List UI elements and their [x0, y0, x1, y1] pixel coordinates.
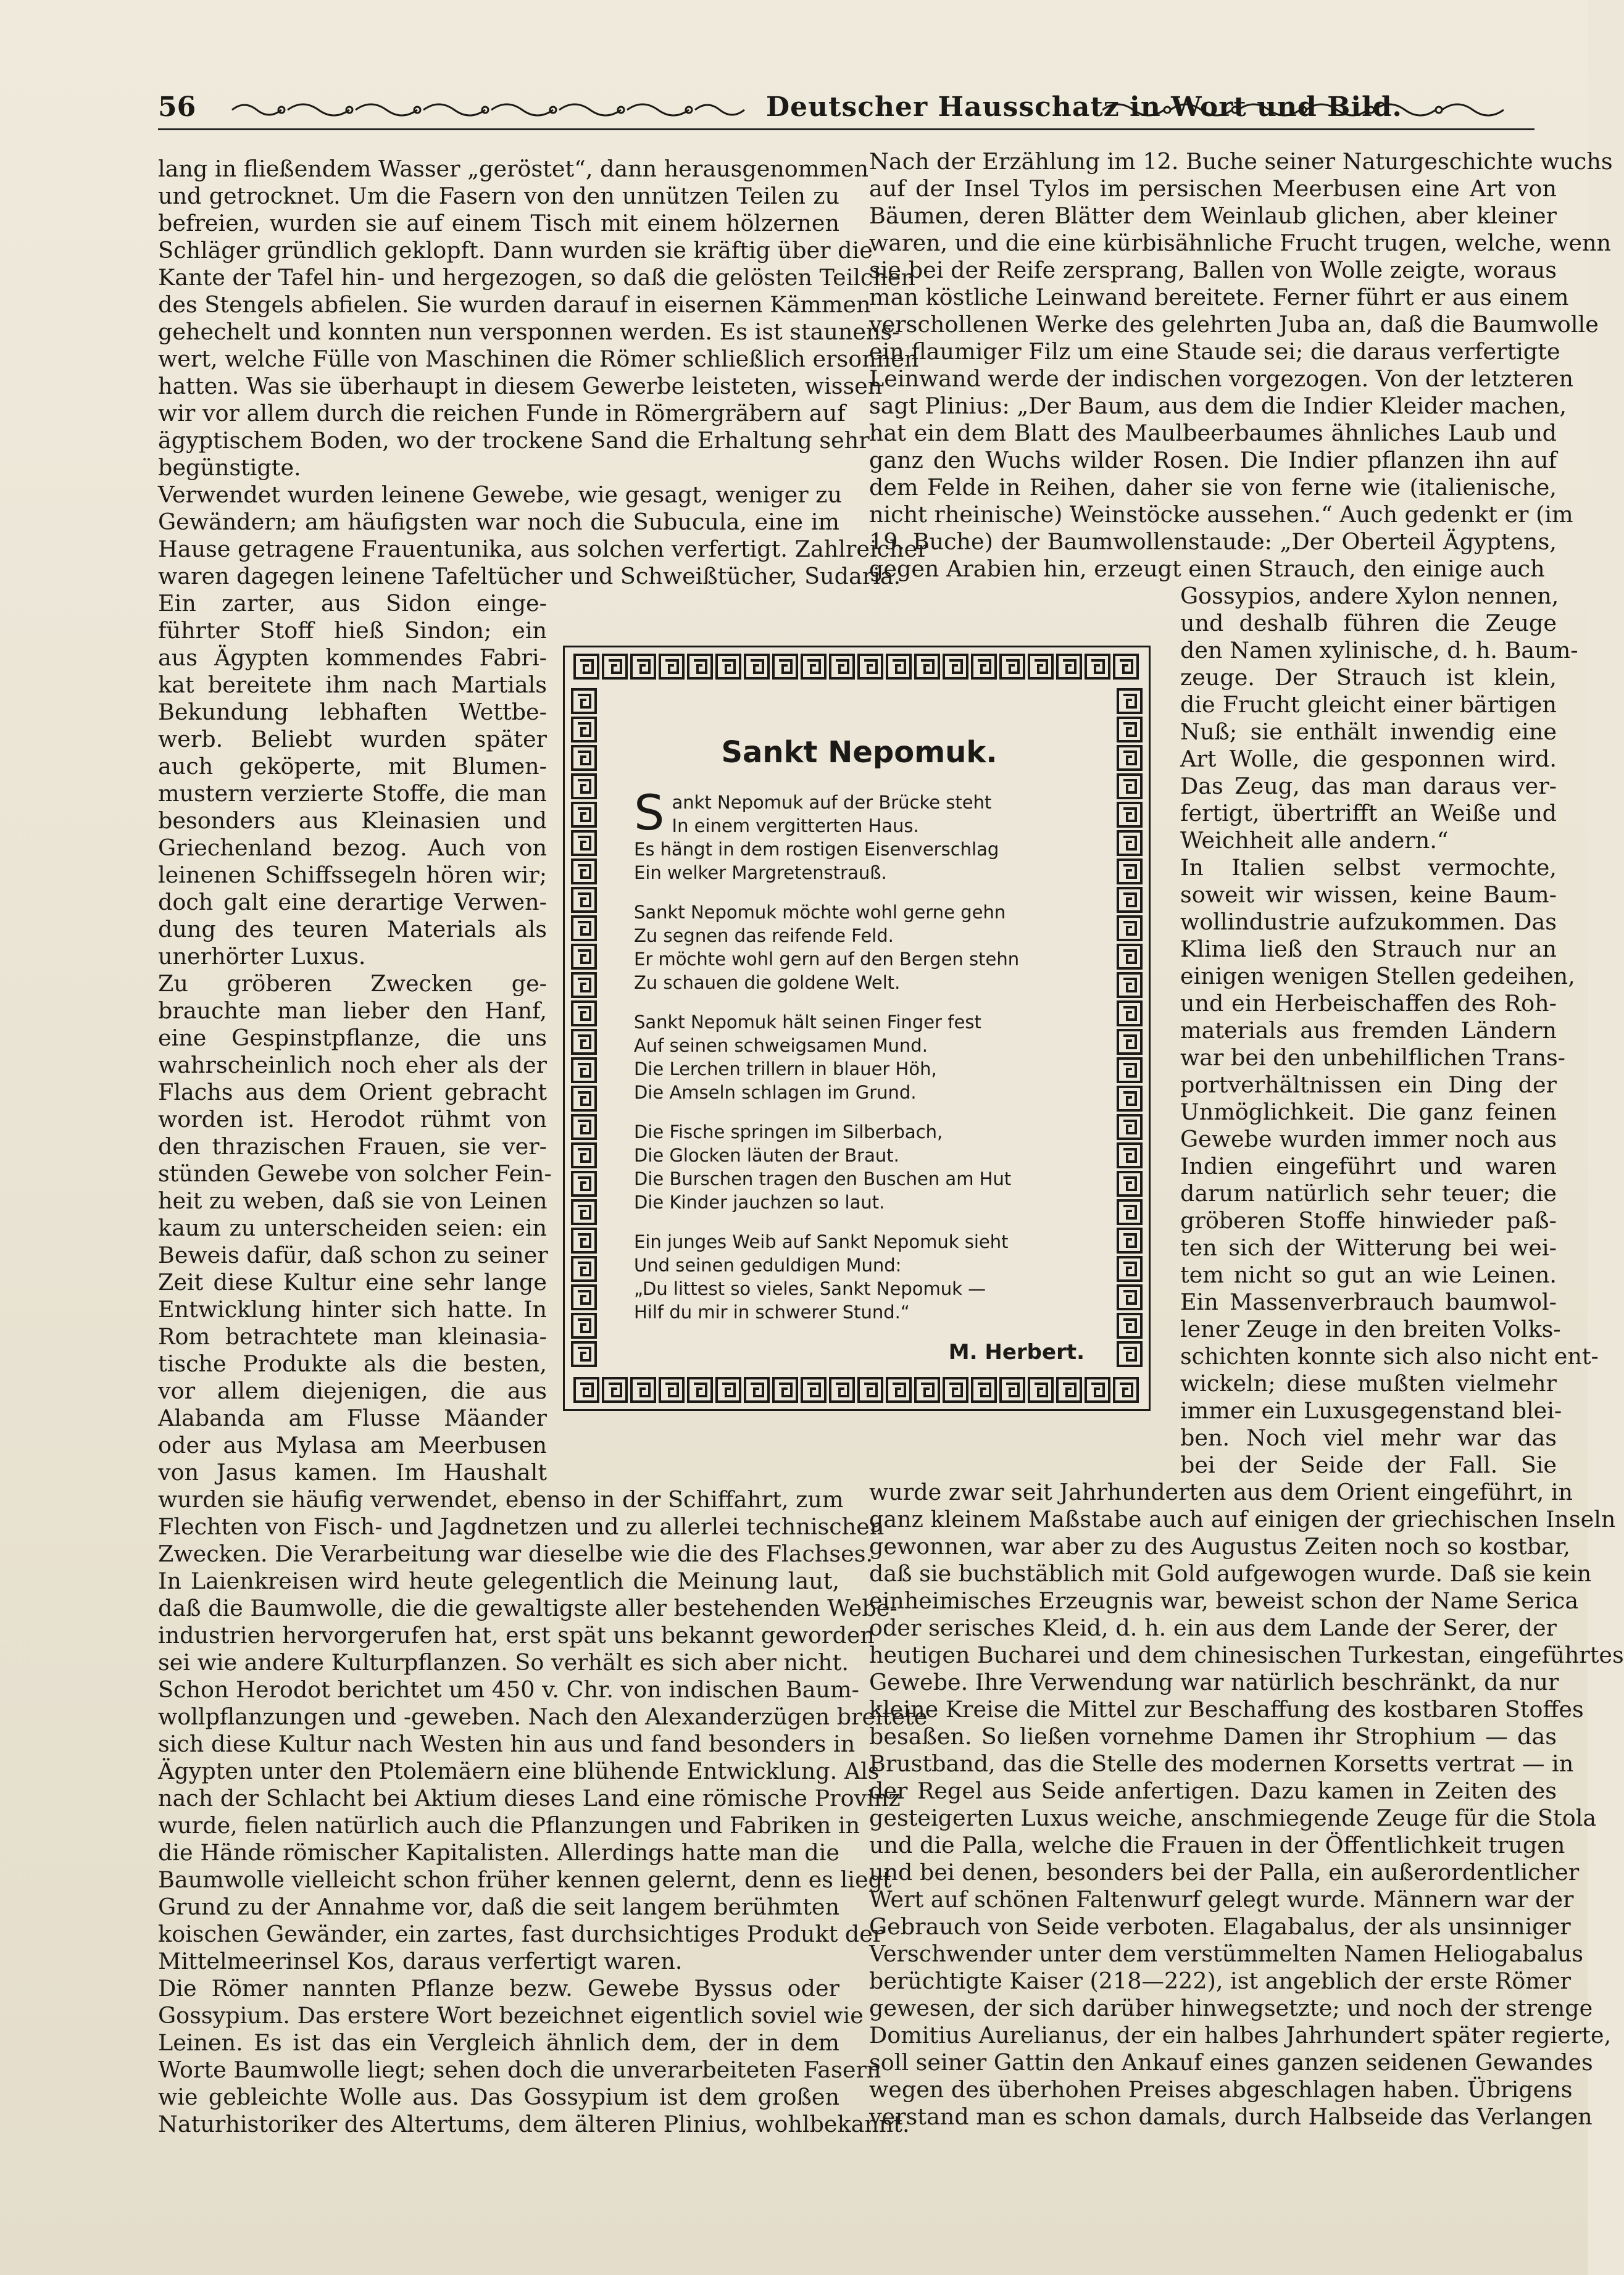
text-line: Das Zeug, das man daraus ver-: [1180, 773, 1557, 799]
text-line: Griechenland bezog. Auch von: [158, 834, 547, 861]
text-line: Brustband, das die Stelle des modernen Korsetts vertrat — in: [869, 1750, 1574, 1777]
text-line: eine Gespinstpflanze, die uns: [158, 1025, 547, 1051]
left-column-narrow: [158, 590, 552, 1486]
text-line: nicht rheinische) Weinstöcke aussehen.“ Auch gedenkt er (im: [869, 501, 1573, 528]
poem-line: Die Lerchen trillern in blauer Höh,: [634, 1058, 937, 1079]
text-line: Rom betrachtete man kleinasia-: [158, 1323, 547, 1350]
text-line: Klima ließ den Strauch nur an: [1180, 936, 1557, 962]
text-line: einheimisches Erzeugnis war, beweist schon der Name Serica: [869, 1587, 1579, 1614]
poem-line: Ein welker Margretenstrauß.: [634, 862, 887, 883]
text-line: materials aus fremden Ländern: [1180, 1017, 1557, 1044]
text-line: In Italien selbst vermochte,: [1180, 854, 1557, 881]
poem-stanza: [634, 1120, 1085, 1214]
text-line: fertigt, übertrifft an Weiße und: [1180, 800, 1557, 826]
text-line: und ein Herbeischaffen des Roh-: [1180, 990, 1557, 1017]
text-line: wollindustrie aufzukommen. Das: [1180, 909, 1557, 935]
text-line: Zwecken. Die Verarbeitung war dieselbe wie die des Flachses.: [158, 1541, 873, 1567]
poem-line: Sankt Nepomuk möchte wohl gerne gehn: [634, 902, 1006, 923]
text-line: soll seiner Gattin den Ankauf eines ganzen seidenen Gewandes: [869, 2049, 1593, 2076]
text-line: industrien hervorgerufen hat, erst spät uns bekannt geworden: [158, 1622, 875, 1649]
text-line: wir vor allem durch die reichen Funde in Römergräbern auf: [158, 400, 846, 426]
text-line: portverhältnissen ein Ding der: [1180, 1071, 1557, 1098]
text-line: besaßen. So ließen vornehme Damen ihr Strophium — das: [869, 1723, 1557, 1750]
text-line: Zeit diese Kultur eine sehr lange: [158, 1269, 547, 1296]
text-line: gegen Arabien hin, erzeugt einen Strauch, den einige auch: [869, 555, 1545, 582]
text-line: auf der Insel Tylos im persischen Meerbusen eine Art von: [869, 175, 1557, 202]
header-ornament-left-icon: [226, 98, 751, 122]
text-line: Gossypium. Das erstere Wort bezeichnet eigentlich soviel wie: [158, 2002, 864, 2029]
text-line: führter Stoff hieß Sindon; ein: [158, 617, 547, 644]
text-line: Flachs aus dem Orient gebracht: [158, 1079, 547, 1105]
text-line: war bei den unbehilflichen Trans-: [1180, 1044, 1566, 1071]
text-line: man köstliche Leinwand bereitete. Ferner führt er aus einem: [869, 284, 1569, 310]
text-line: waren dagegen leinene Tafeltücher und Schweißtücher, Sudaria.: [158, 563, 901, 589]
journal-title: Deutscher Hausschatz in Wort und Bild.: [766, 91, 1402, 123]
text-line: bei der Seide der Fall. Sie: [1180, 1452, 1557, 1478]
text-line: Schon Herodot berichtet um 450 v. Chr. von indischen Baum-: [158, 1676, 859, 1703]
text-line: ein flaumiger Filz um eine Staude sei; die daraus verfertigte: [869, 338, 1560, 365]
text-line: die Frucht gleicht einer bärtigen: [1180, 691, 1557, 718]
text-line: leinenen Schiffssegeln hören wir;: [158, 862, 547, 888]
text-line: sei wie andere Kulturpflanzen. So verhält es sich aber nicht.: [158, 1649, 849, 1676]
poem-line: Zu schauen die goldene Welt.: [634, 972, 901, 993]
text-line: Unmöglichkeit. Die ganz feinen: [1180, 1099, 1557, 1125]
poem-line: „Du littest so vieles, Sankt Nepomuk —: [634, 1278, 986, 1299]
poem-stanza: [634, 1230, 1085, 1324]
text-line: wie gebleichte Wolle aus. Das Gossypium ist dem großen: [158, 2084, 839, 2110]
text-line: kat bereitete ihm nach Martials: [158, 672, 547, 698]
text-line: wurde, fielen natürlich auch die Pflanzungen und Fabriken in: [158, 1812, 860, 1839]
poem-line: In einem vergitterten Haus.: [672, 815, 919, 836]
text-line: ganz kleinem Maßstabe auch auf einigen der griechischen Inseln: [869, 1506, 1616, 1533]
text-line: wegen des überhohen Preises abgeschlagen haben. Übrigens: [869, 2076, 1573, 2103]
text-line: den thrazischen Frauen, sie ver-: [158, 1133, 547, 1160]
text-line: hatten. Was sie überhaupt in diesem Gewerbe leisteten, wissen: [158, 373, 883, 399]
text-line: wurden sie häufig verwendet, ebenso in der Schiffahrt, zum: [158, 1486, 844, 1513]
text-line: Die Römer nannten Pflanze bezw. Gewebe Byssus oder: [158, 1975, 839, 2002]
text-line: tische Produkte als die besten,: [158, 1350, 547, 1377]
text-line: Gewebe wurden immer noch aus: [1180, 1126, 1557, 1152]
text-line: lener Zeuge in den breiten Volks-: [1180, 1316, 1561, 1342]
text-line: sich diese Kultur nach Westen hin aus und fand besonders in: [158, 1731, 856, 1757]
text-line: Leinen. Es ist das ein Vergleich ähnlich dem, der in dem: [158, 2029, 839, 2056]
text-line: zeuge. Der Strauch ist klein,: [1180, 664, 1557, 691]
text-line: der Regel aus Seide anfertigen. Dazu kamen in Zeiten des: [869, 1778, 1557, 1804]
text-line: und getrocknet. Um die Fasern von den unnützen Teilen zu: [158, 183, 839, 209]
text-line: doch galt eine derartige Verwen-: [158, 889, 547, 915]
text-line: gesteigerten Luxus weiche, anschmiegende Zeuge für die Stola: [869, 1805, 1597, 1831]
text-line: den Namen xylinische, d. h. Baum-: [1180, 637, 1578, 663]
text-line: berüchtigte Kaiser (218—222), ist angeblich der erste Römer: [869, 1968, 1572, 1994]
text-line: einigen wenigen Stellen gedeihen,: [1180, 963, 1575, 989]
text-line: werb. Beliebt wurden später: [158, 726, 547, 752]
text-line: soweit wir wissen, keine Baum-: [1180, 881, 1557, 908]
poem-stanza: [634, 1010, 1085, 1104]
text-line: Bekundung lebhaften Wettbe-: [158, 699, 547, 725]
poem-box: [563, 646, 1151, 1411]
text-line: darum natürlich sehr teuer; die: [1180, 1180, 1557, 1207]
right-column-narrow: [1180, 583, 1599, 1479]
text-line: vor allem diejenigen, die aus: [158, 1378, 547, 1404]
text-line: gröberen Stoffe hinwieder paß-: [1180, 1207, 1557, 1234]
poem-line: Die Fische springen im Silberbach,: [634, 1121, 943, 1142]
text-line: schichten konnte sich also nicht ent-: [1180, 1343, 1599, 1370]
text-line: tem nicht so gut an wie Leinen.: [1180, 1262, 1557, 1288]
text-line: Alabanda am Flusse Mäander: [158, 1405, 547, 1431]
poem-line: Die Amseln schlagen im Grund.: [634, 1082, 917, 1103]
text-line: Gossypios, andere Xylon nennen,: [1180, 583, 1559, 609]
text-line: ben. Noch viel mehr war das: [1180, 1424, 1557, 1451]
text-line: brauchte man lieber den Hanf,: [158, 997, 547, 1024]
text-line: Entwicklung hinter sich hatte. In: [158, 1296, 547, 1323]
text-line: mustern verzierte Stoffe, die man: [158, 780, 547, 807]
text-line: ganz den Wuchs wilder Rosen. Die Indier pflanzen ihn auf: [869, 447, 1557, 473]
poem-line: Die Burschen tragen den Buschen am Hut: [634, 1168, 1012, 1189]
text-line: ägyptischem Boden, wo der trockene Sand die Erhaltung sehr: [158, 427, 870, 454]
poem-line: Auf seinen schweigsamen Mund.: [634, 1035, 928, 1056]
poem-line: Zu segnen das reifende Feld.: [634, 925, 894, 946]
text-line: Kante der Tafel hin- und hergezogen, so daß die gelösten Teilchen: [158, 264, 915, 291]
page-header: [158, 91, 1533, 128]
right-column-top: [869, 148, 1613, 583]
text-line: In Laienkreisen wird heute gelegentlich die Meinung laut,: [158, 1568, 839, 1594]
text-line: waren, und die eine kürbisähnliche Frucht trugen, welche, wenn: [869, 230, 1612, 256]
text-line: Wert auf schönen Faltenwurf gelegt wurde. Männern war der: [869, 1886, 1574, 1913]
text-line: oder aus Mylasa am Meerbusen: [158, 1432, 547, 1458]
text-line: nach der Schlacht bei Aktium dieses Land eine römische Provinz: [158, 1785, 901, 1811]
text-line: Gewändern; am häufigsten war noch die Subucula, eine im: [158, 509, 839, 535]
text-line: Gebrauch von Seide verboten. Elagabalus, der als unsinniger: [869, 1913, 1571, 1940]
text-line: heit zu weben, daß sie von Leinen: [158, 1187, 548, 1214]
text-line: und bei denen, besonders bei der Palla, ein außerordentlicher: [869, 1859, 1580, 1886]
header-ornament-right-icon: [1096, 98, 1528, 122]
text-line: ten sich der Witterung bei wei-: [1180, 1234, 1557, 1261]
right-column-bottom: [869, 1479, 1624, 2131]
text-line: stünden Gewebe von solcher Fein-: [158, 1160, 552, 1187]
poem-line: Ein junges Weib auf Sankt Nepomuk sieht: [634, 1231, 1009, 1252]
poem-line: Er möchte wohl gern auf den Bergen stehn: [634, 949, 1020, 970]
text-line: wahrscheinlich noch eher als der: [158, 1052, 547, 1078]
text-line: gehechelt und konnten nun versponnen werden. Es ist staunens-: [158, 318, 900, 345]
poem-stanza: [634, 786, 1085, 884]
text-line: Leinwand werde der indischen vorgezogen. Von der letzteren: [869, 365, 1573, 392]
text-line: dem Felde in Reihen, daher sie von ferne wie (italienische,: [869, 474, 1557, 501]
text-line: kaum zu unterscheiden seien: ein: [158, 1215, 547, 1241]
text-line: Grund zu der Annahme vor, daß die seit langem berühmten: [158, 1894, 839, 1920]
text-line: wollpflanzungen und -geweben. Nach den Alexanderzügen breitete: [158, 1703, 928, 1730]
text-line: Ein Massenverbrauch baumwol-: [1180, 1289, 1557, 1315]
text-line: sie bei der Reife zersprang, Ballen von Wolle zeigte, woraus: [869, 257, 1557, 283]
poem-line: Sankt Nepomuk auf der Brücke steht: [634, 786, 992, 841]
text-line: sagt Plinius: „Der Baum, aus dem die Indier Kleider machen,: [869, 393, 1567, 419]
text-line: Indien eingeführt und waren: [1180, 1153, 1557, 1179]
text-line: Beweis dafür, daß schon zu seiner: [158, 1242, 548, 1268]
text-line: Hause getragene Frauentunika, aus solchen verfertigt. Zahlreicher: [158, 536, 928, 562]
poem-line: Hilf du mir in schwerer Stund.“: [634, 1302, 910, 1323]
text-line: die Hände römischer Kapitalisten. Allerdings hatte man die: [158, 1839, 839, 1866]
poem-title: Sankt Nepomuk.: [721, 735, 997, 770]
text-line: und deshalb führen die Zeuge: [1180, 610, 1557, 636]
text-line: daß sie buchstäblich mit Gold aufgewogen wurde. Daß sie kein: [869, 1560, 1592, 1587]
poem-author: M. Herbert.: [948, 1340, 1085, 1365]
text-line: Ein zarter, aus Sidon einge-: [158, 590, 547, 617]
text-line: Verschwender unter dem verstümmelten Namen Heliogabalus: [869, 1940, 1584, 1967]
text-line: Gewebe. Ihre Verwendung war natürlich beschränkt, da nur: [869, 1669, 1559, 1695]
text-line: koischen Gewänder, ein zartes, fast durchsichtiges Produkt der: [158, 1921, 884, 1947]
text-line: Bäumen, deren Blätter dem Weinlaub glichen, aber kleiner: [869, 202, 1557, 229]
poem-line: Es hängt in dem rostigen Eisenverschlag: [634, 839, 999, 860]
text-line: begünstigte.: [158, 454, 301, 481]
text-line: Weichheit alle andern.“: [1180, 827, 1449, 854]
text-line: wurde zwar seit Jahrhunderten aus dem Orient eingeführt, in: [869, 1479, 1573, 1505]
text-line: oder serisches Kleid, d. h. ein aus dem Lande der Serer, der: [869, 1615, 1557, 1641]
text-line: Zu gröberen Zwecken ge-: [158, 970, 547, 997]
text-line: immer ein Luxusgegenstand blei-: [1180, 1397, 1562, 1424]
page-number: 56: [158, 91, 196, 123]
text-line: kleine Kreise die Mittel zur Beschaffung des kostbaren Stoffes: [869, 1696, 1584, 1723]
text-line: Art Wolle, die gesponnen wird.: [1180, 746, 1557, 772]
text-line: und die Palla, welche die Frauen in der Öffentlichkeit trugen: [869, 1832, 1565, 1858]
text-line: Naturhistoriker des Altertums, dem älteren Plinius, wohlbekannt.: [158, 2111, 910, 2137]
text-line: Verwendet wurden leinene Gewebe, wie gesagt, weniger zu: [158, 481, 843, 508]
text-line: daß die Baumwolle, die die gewaltigste aller bestehenden Webe-: [158, 1595, 897, 1621]
header-rule: [158, 128, 1534, 130]
poem-stanza: [634, 900, 1085, 994]
poem-line: Die Glocken läuten der Braut.: [634, 1145, 899, 1166]
text-line: verschollenen Werke des gelehrten Juba an, daß die Baumwolle: [869, 311, 1599, 338]
text-line: 19. Buche) der Baumwollenstaude: „Der Oberteil Ägyptens,: [869, 528, 1557, 555]
poem-line: Die Kinder jauchzen so laut.: [634, 1192, 885, 1213]
text-line: gewesen, der sich darüber hinwegsetzte; und noch der strenge: [869, 1995, 1593, 2021]
text-line: besonders aus Kleinasien und: [158, 807, 547, 834]
text-line: Nach der Erzählung im 12. Buche seiner Naturgeschichte wuchs: [869, 148, 1613, 175]
text-line: dung des teuren Materials als: [158, 916, 547, 942]
text-line: heutigen Bucharei und dem chinesischen Turkestan, eingeführtes: [869, 1642, 1624, 1668]
poem-line: Und seinen geduldigen Mund:: [634, 1255, 902, 1276]
text-line: Flechten von Fisch- und Jagdnetzen und zu allerlei technischen: [158, 1513, 885, 1540]
poem-line: Sankt Nepomuk hält seinen Finger fest: [634, 1012, 981, 1033]
text-line: Mittelmeerinsel Kos, daraus verfertigt waren.: [158, 1948, 683, 1974]
text-line: Domitius Aurelianus, der ein halbes Jahrhundert später regierte,: [869, 2022, 1612, 2048]
text-line: verstand man es schon damals, durch Halbseide das Verlangen: [869, 2103, 1593, 2130]
text-line: lang in fließendem Wasser „geröstet“, dann herausgenommen: [158, 156, 869, 182]
text-line: des Stengels abfielen. Sie wurden darauf in eisernen Kämmen: [158, 291, 871, 318]
text-line: Nuß; sie enthält inwendig eine: [1180, 718, 1557, 745]
text-line: gewonnen, war aber zu des Augustus Zeiten noch so kostbar,: [869, 1533, 1570, 1560]
text-line: aus Ägypten kommendes Fabri-: [158, 644, 547, 671]
poem-stanzas: [634, 786, 1085, 1324]
text-line: hat ein dem Blatt des Maulbeerbaumes ähnliches Laub und: [869, 420, 1557, 446]
left-column-top: [158, 156, 928, 590]
text-line: worden ist. Herodot rühmt von: [158, 1106, 547, 1133]
text-line: wickeln; diese mußten vielmehr: [1180, 1370, 1557, 1397]
text-line: wert, welche Fülle von Maschinen die Römer schließlich ersonnen: [158, 346, 919, 372]
text-line: befreien, wurden sie auf einem Tisch mit einem hölzernen: [158, 210, 839, 236]
text-line: von Jasus kamen. Im Haushalt: [158, 1459, 547, 1486]
left-column-bottom: [158, 1486, 928, 2138]
text-line: Ägypten unter den Ptolemäern eine blühende Entwicklung. Als: [158, 1758, 880, 1784]
poem: [634, 715, 1085, 1365]
text-line: unerhörter Luxus.: [158, 943, 366, 970]
text-line: Worte Baumwolle liegt; sehen doch die unverarbeiteten Fasern: [158, 2057, 881, 2083]
poem-dropcap: S: [634, 786, 665, 841]
text-line: Schläger gründlich geklopft. Dann wurden sie kräftig über die: [158, 237, 873, 264]
text-line: auch geköperte, mit Blumen-: [158, 753, 547, 780]
text-line: Baumwolle vielleicht schon früher kennen gelernt, denn es liegt: [158, 1866, 892, 1893]
